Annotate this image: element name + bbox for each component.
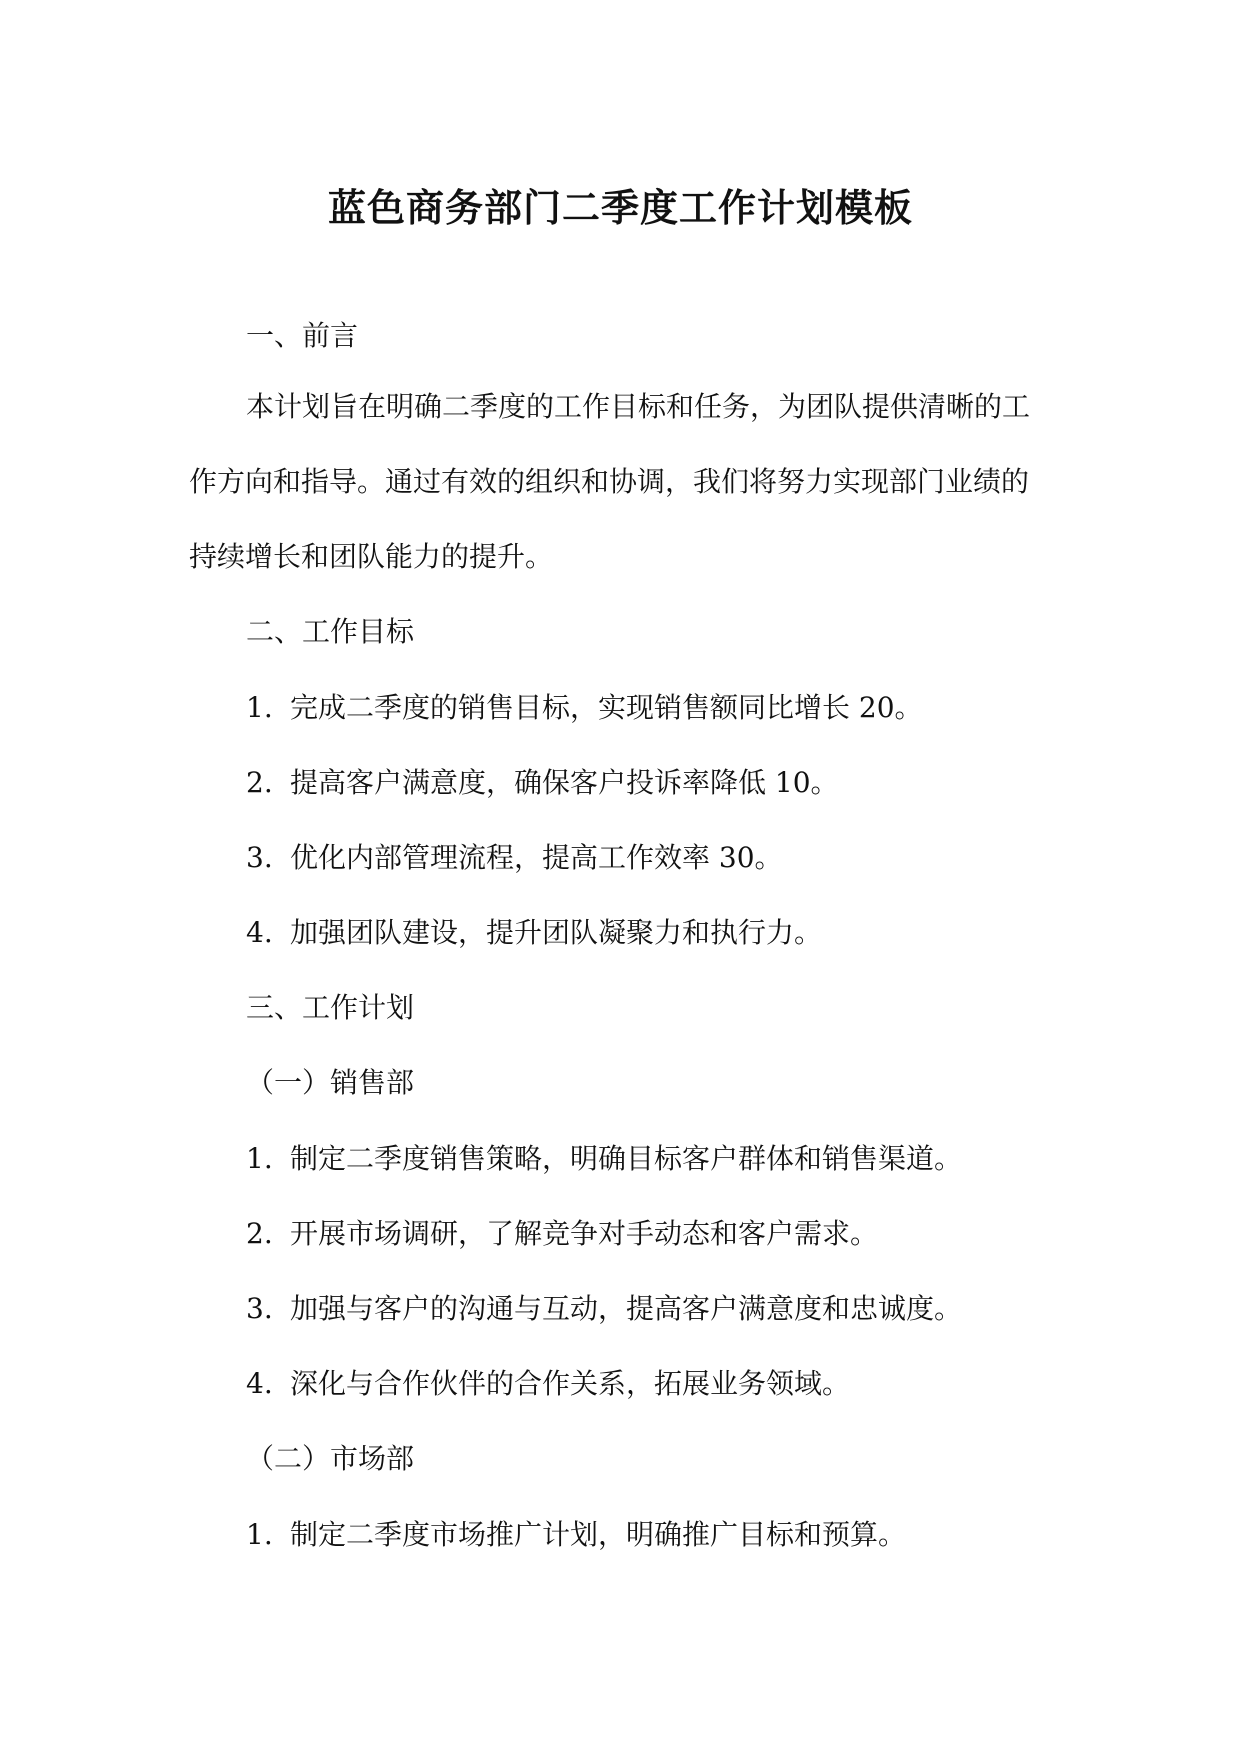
marketing-item-text: 制定二季度市场推广计划，明确推广目标和预算。 (290, 1518, 907, 1551)
subsection-heading-marketing: （二）市场部 (246, 1442, 415, 1475)
sales-item-number: 2. (246, 1217, 273, 1250)
section-heading-goals: 二、工作目标 (246, 615, 415, 648)
sales-item-number: 3. (246, 1292, 273, 1325)
goal-item-number: 4. (246, 916, 273, 949)
goal-item-number: 3. (246, 841, 273, 874)
sales-item-text: 加强与客户的沟通与互动，提高客户满意度和忠诚度。 (290, 1292, 963, 1325)
section-heading-preface: 一、前言 (246, 319, 359, 352)
goal-list-item (246, 763, 839, 803)
sales-item-number: 1. (246, 1142, 273, 1175)
preface-paragraph-line-3: 持续增长和团队能力的提升。 (189, 540, 554, 573)
sales-item-number: 4. (246, 1367, 273, 1400)
goal-list-item (246, 913, 822, 953)
goal-item-text: 完成二季度的销售目标，实现销售额同比增长 20。 (290, 691, 923, 724)
goal-item-number: 1. (246, 691, 273, 724)
sales-list-item (246, 1289, 962, 1329)
sales-item-text: 开展市场调研，了解竞争对手动态和客户需求。 (290, 1217, 879, 1250)
goal-item-text: 优化内部管理流程，提高工作效率 30。 (290, 841, 783, 874)
sales-item-text: 深化与合作伙伴的合作关系，拓展业务领域。 (290, 1367, 851, 1400)
marketing-item-number: 1. (246, 1518, 273, 1551)
preface-paragraph-line-2: 作方向和指导。通过有效的组织和协调，我们将努力实现部门业绩的 (189, 465, 1030, 498)
document-title: 蓝色商务部门二季度工作计划模板 (327, 185, 913, 230)
sales-list-item (246, 1139, 962, 1179)
section-heading-plan: 三、工作计划 (246, 991, 415, 1024)
subsection-heading-sales: （一）销售部 (246, 1066, 415, 1099)
goal-item-text: 提高客户满意度，确保客户投诉率降低 10。 (290, 766, 839, 799)
sales-list-item (246, 1364, 850, 1404)
sales-list-item (246, 1214, 878, 1254)
goal-item-text: 加强团队建设，提升团队凝聚力和执行力。 (290, 916, 823, 949)
goal-list-item (246, 838, 783, 878)
preface-paragraph-line-1: 本计划旨在明确二季度的工作目标和任务，为团队提供清晰的工 (246, 390, 1031, 423)
goal-item-number: 2. (246, 766, 273, 799)
sales-item-text: 制定二季度销售策略，明确目标客户群体和销售渠道。 (290, 1142, 963, 1175)
goal-list-item (246, 688, 923, 728)
marketing-list-item (246, 1515, 906, 1555)
